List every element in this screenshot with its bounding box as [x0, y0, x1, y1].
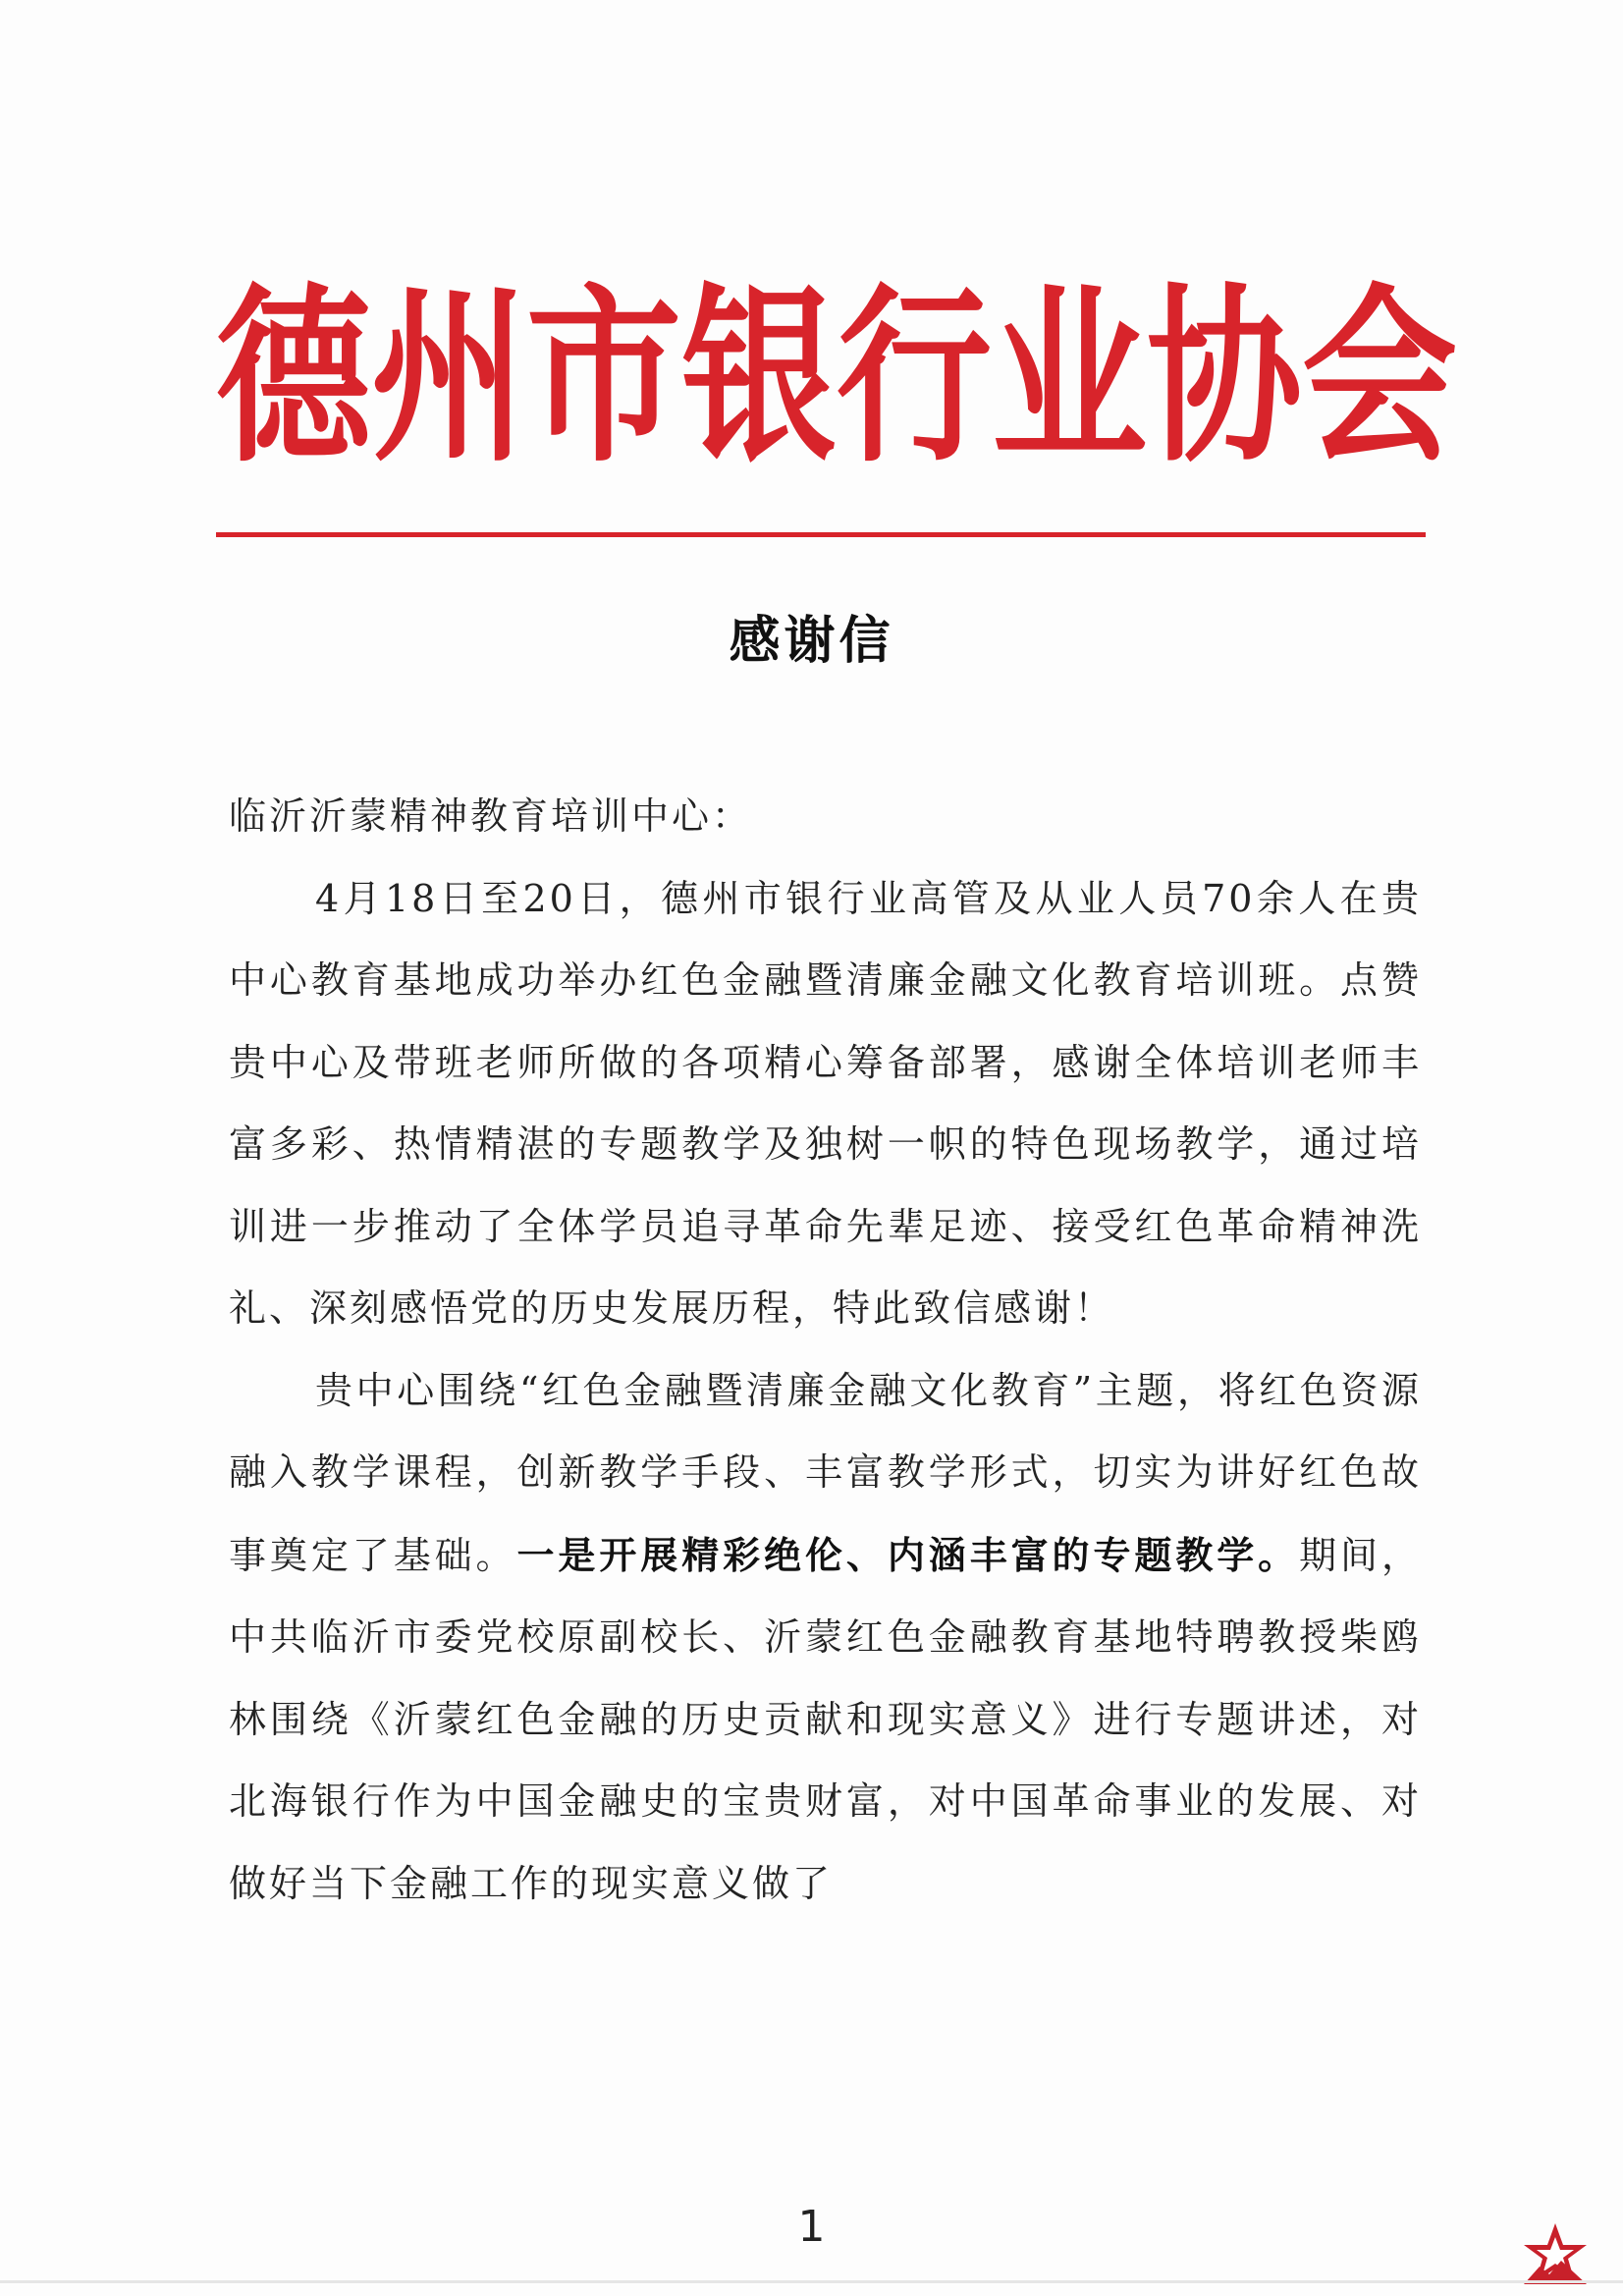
letter-salutation: 临沂沂蒙精神教育培训中心：: [229, 794, 753, 838]
scan-bottom-edge: [0, 2280, 1623, 2283]
letterhead-character: 业: [992, 267, 1147, 489]
letterhead-character: 州: [371, 267, 526, 489]
letter-paragraph-1: 4月18日至20日，德州市银行业高管及从业人员70余人在贵中心教育基地成功举办红色金融暨清廉金融文化教育培训班。点赞贵中心及带班老师所做的各项精心筹备部署，感谢全体培训老师丰富多彩、热情精湛的专题教学及独树一帜的特色现场教学，通过培训进一步推动了全体学员追寻革命先辈足迹、接受红色革命精神洗礼、深刻感悟党的历史发展历程，特此致信感谢！: [229, 876, 1422, 1330]
letterhead-character: 德: [216, 267, 371, 489]
paragraph-2-highlight: 一是开展精彩绝伦、内涵丰富的专题教学。: [516, 1532, 1300, 1577]
letterhead-character: 行: [837, 267, 992, 489]
page-number: 1: [797, 2202, 826, 2252]
letterhead-organization-name: [216, 265, 1457, 491]
letter-paragraph-2: [229, 1350, 1422, 1926]
paragraph-2-intro: 贵中心围绕“红色金融暨清廉金融文化教育”主题，将红色资源融入教学课程，创新教学手段、丰富教学形式，切实为讲好红色故事奠定了基础。: [229, 1368, 1422, 1577]
letterhead-character: 银: [681, 267, 837, 489]
paragraph-2-body: 期间，中共临沂市委党校原副校长、沂蒙红色金融教育基地特聘教授柴鸥林围绕《沂蒙红色金融的历史贡献和现实意义》进行专题讲述，对北海银行作为中国金融史的宝贵财富，对中国革命事业的发展、对做好当下金融工作的现实意义做了: [229, 1533, 1422, 1905]
letterhead-character: 协: [1147, 267, 1302, 489]
letterhead-character: 市: [526, 267, 681, 489]
letterhead-character: 会: [1302, 267, 1457, 489]
letter-body: [229, 776, 1422, 1925]
letter-title: 感谢信: [729, 612, 894, 671]
red-star-logo-icon: [1520, 2221, 1591, 2286]
letterhead-red-divider: [216, 532, 1426, 537]
